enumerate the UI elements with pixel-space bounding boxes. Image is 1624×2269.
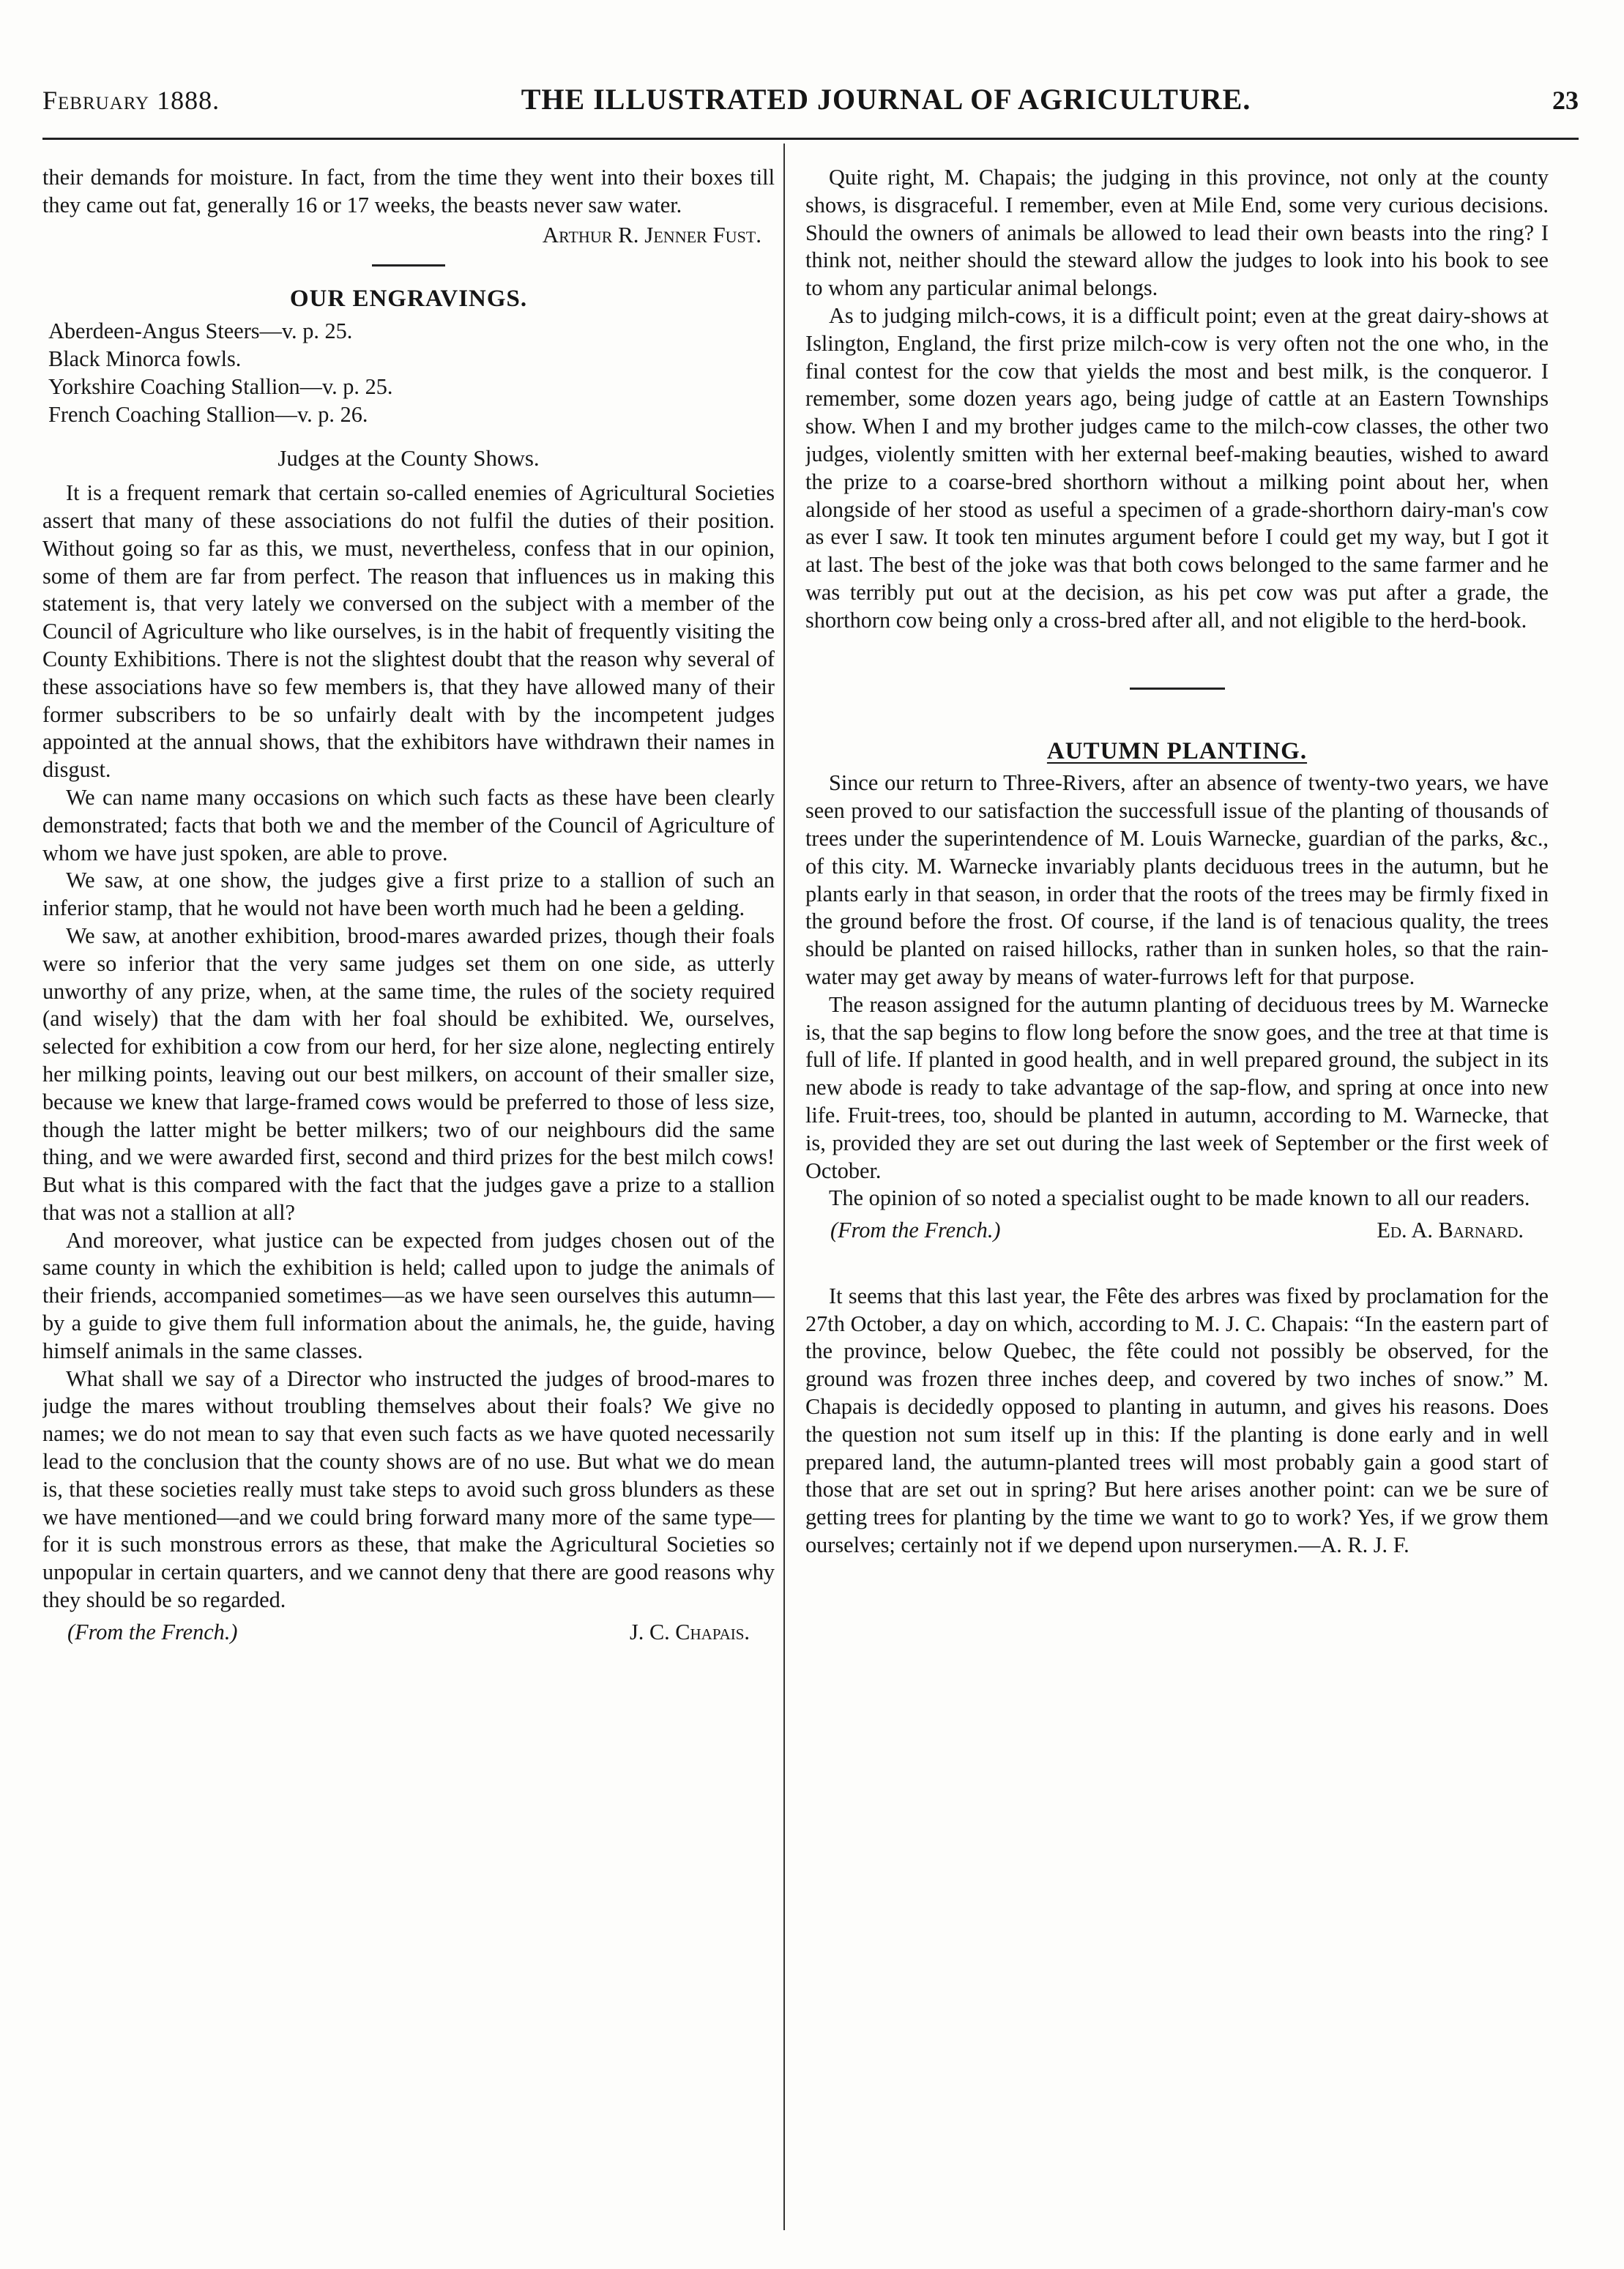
left-column (42, 164, 775, 2236)
judges-paragraph: And moreover, what justice can be expected from judges chosen out of the same county in which the exhibition is held; called upon to judge the animals of their friends, accompanied sometimes—as we have seen ourselves this autumn—by a guide to give them full information about the animals, he, the guide, having himself animals in the same classes. (42, 1227, 775, 1363)
credit-source: (From the French.) (830, 1218, 1001, 1243)
fete-des-arbres-note: It seems that this last year, the Fête des arbres was fixed by proclamation for the 27th October, a day on which, according to M. J. C. Chapais: “In the eastern part of the province, below Quebec, the fête could not possibly be observed, for the ground was frozen three inches deep, and covered by two inches of snow.” M. Chapais is decidedly opposed to planting in autumn, and gives his reasons. Does the question not sum itself up in this: If the planting is done early and in well prepared land, the autumn-planted trees will most probably gain a good start of those that are set out in spring? But here arises another point: can we be sure of getting trees for planting by the time we want to go to work? Yes, if we grow them ourselves; certainly not if we depend upon nurserymen.—A. R. J. F. (805, 1283, 1549, 1558)
credit-author: Ed. A. Barnard. (1377, 1218, 1524, 1243)
journal-title: THE ILLUSTRATED JOURNAL OF AGRICULTURE. (521, 83, 1251, 116)
judges-paragraph: It is a frequent remark that certain so-called enemies of Agricultural Societies assert that many of these associations do not fulfil the duties of their position. Without going so far as this, we must, nevertheless, confess that in our opinion, some of them are far from perfect. The reason that influences us in making this statement is, that very lately we conversed on the subject with a member of the Council of Agriculture who like ourselves, is in the habit of frequently visiting the County Exhibitions. There is not the slightest doubt that the reason why several of these associations have so few members is, that they have allowed many of their former subscribers to be so unfairly dealt with by the incompetent judges appointed at the annual shows, that the exhibitors have withdrawn their names in disgust. (42, 480, 775, 783)
judges-title: Judges at the County Shows. (278, 445, 540, 472)
judges-paragraph: What shall we say of a Director who instructed the judges of brood-mares to judge the mares without troubling themselves about their foals? We give no names; we do not mean to say that even such facts as we have quoted necessarily lead to the conclusion that the county shows are of no use. But what we do mean is, that these societies really must take steps to avoid such gross blunders as these we have mentioned—and we could bring forward many more of the same type—for it is such monstrous errors as these, that make the Agricultural Societies so unpopular in certain quarters, and we cannot deny that there are good reasons why they should be so regarded. (42, 1366, 775, 1613)
page-number: 23 (1552, 86, 1579, 115)
autumn-planting-title: AUTUMN PLANTING. (1046, 737, 1308, 764)
page-header (42, 82, 1579, 123)
spacer (805, 1245, 1549, 1283)
autumn-paragraph: The reason assigned for the autumn planting of deciduous trees by M. Warnecke is, that the sap begins to flow long before the snow goes, and the tree at that time is full of life. If planted in good health, and in well prepared ground, the subject in its new abode is ready to take advantage of the sap-flow, and spring at once into new life. Fruit-trees, too, should be planted in autumn, according to M. Warnecke, that is, provided they are set out during the last week of September or the first week of October. (805, 991, 1549, 1183)
editor-comment-paragraph: Quite right, M. Chapais; the judging in this province, not only at the county shows, is disgraceful. I remember, even at Mile End, some very curious decisions. Should the owners of animals be allowed to lead their own beasts into the ring? I think not, neither should the steward allow the judges to look into his book to see to whom any particular animal belongs. (805, 165, 1549, 301)
autumn-paragraph: The opinion of so noted a specialist ought to be made known to all our readers. (829, 1185, 1530, 1211)
engraving-item: Black Minorca fowls. (48, 346, 242, 371)
engravings-title: OUR ENGRAVINGS. (289, 286, 528, 313)
intro-signature: Arthur R. Jenner Fust. (542, 221, 761, 247)
judges-credit (67, 1619, 750, 1647)
editor-comment-paragraph: As to judging milch-cows, it is a difficult point; even at the great dairy-shows at Islington, England, the first prize milch-cow is very often not the one who, in the final contest for the cow that yields the most and best milk, is the conqueror. I remember, some dozen years ago, being judge of cattle at an Eastern Townships show. When I and my brother judges came to the milch-cow classes, the other two judges, violently smitten with her external beef-making beauties, wished to award the prize to a coarse-bred shorthorn without a milking point about her, when alongside of her stood as useful a specimen of a grade-shorthorn dairy-man's cow as ever I saw. It took ten minutes argument before I could get my way, but I got it at last. The best of the joke was that both cows belonged to the same farmer and he was terribly put out at the decision, as his pet cow was put after a grade, the shorthorn cow being only a cross-bred after all, and not eligible to the herd-book. (805, 302, 1549, 633)
engravings-list (48, 318, 775, 428)
autumn-paragraph: Since our return to Three-Rivers, after an absence of twenty-two years, we have seen proved to our satisfaction the successfull issue of the planting of thousands of trees under the superintendence of M. Louis Warnecke, guardian of the parks, &c., of this city. M. Warnecke invariably plants deciduous trees in the autumn, but he plants early in that season, in order that the roots of the trees may be firmly fixed in the ground before the frost. Of course, if the land is of tenacious quality, the trees should be planted on raised hillocks, rather than in sunken holes, so that the rain-water may get away by means of water-furrows left for that purpose. (805, 770, 1549, 989)
engraving-item: Aberdeen-Angus Steers—v. p. 25. (48, 318, 353, 344)
engraving-item: French Coaching Stallion—v. p. 26. (48, 401, 368, 427)
credit-author: J. C. Chapais. (630, 1619, 750, 1644)
section-rule (1130, 688, 1225, 690)
autumn-credit (830, 1217, 1524, 1245)
header-rule (42, 138, 1579, 140)
engraving-item: Yorkshire Coaching Stallion—v. p. 25. (48, 373, 393, 399)
credit-source: (From the French.) (67, 1619, 238, 1644)
judges-paragraph: We can name many occasions on which such facts as these have been clearly demonstrated; facts that both we and the member of the Council of Agriculture of whom we have just spoken, are able to prove. (42, 784, 775, 865)
section-rule (372, 264, 445, 267)
judges-paragraph: We saw, at another exhibition, brood-mares awarded prizes, though their foals were so inferior that the very same judges set them on one side, as utterly unworthy of any prize, when, at the same time, the rules of the society required (and wisely) that the dam with her foal should be exhibited. We, ourselves, selected for exhibition a cow from our herd, for her size alone, neglecting entirely her milking points, leaving out our best milkers, on account of their smaller size, because we knew that large-framed cows would be preferred to those of less size, though the latter might be better milkers; two of our neighbours did the same thing, and we were awarded first, second and third prizes for the best milch cows! But what is this compared with the fact that the judges gave a prize to a stallion that was not a stallion at all? (42, 923, 775, 1225)
judges-paragraph: We saw, at one show, the judges give a first prize to a stallion of such an inferior stamp, that he would not have been worth much had he been a gelding. (42, 868, 775, 921)
right-column (805, 164, 1549, 2236)
intro-paragraph: their demands for moisture. In fact, from the time they went into their boxes till they came out fat, generally 16 or 17 weeks, the beasts never saw water. (42, 165, 775, 217)
column-divider (783, 144, 785, 2230)
issue-date: February 1888. (42, 86, 220, 115)
